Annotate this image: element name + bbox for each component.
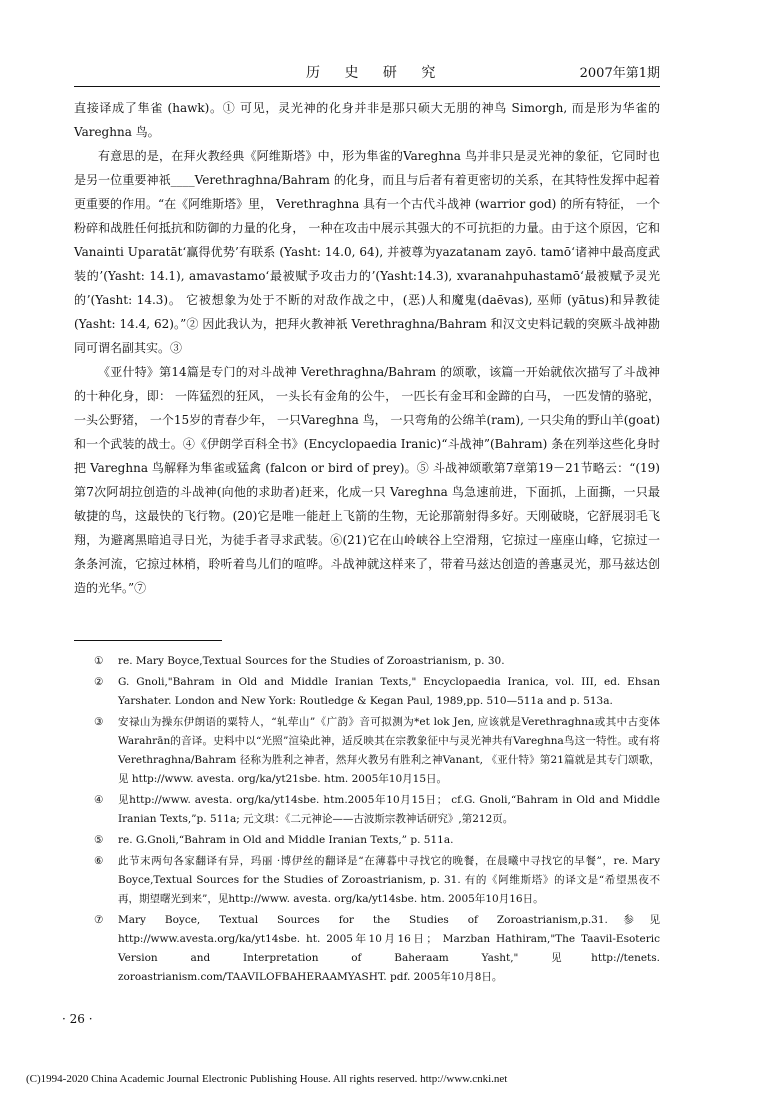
footnote-text: re. Mary Boyce,Textual Sources for the Studies of Zoroastrianism, p. 30.: [118, 655, 505, 667]
issue-label: 2007年第1期: [579, 66, 660, 81]
footnote-mark: ④: [94, 794, 104, 806]
paragraph: 直接译成了隼雀 (hawk)。① 可见，灵光神的化身并非是那只硕大无朋的神鸟 Simorgh, 而是形为华雀的Vareghna 鸟。: [74, 101, 660, 139]
paragraph: 有意思的是，在拜火教经典《阿维斯塔》中，形为隼雀的Vareghna 鸟并非只是灵光神的象征，它同时也是另一位重要神祇____Verethraghna/Bahram 的化身，而且与后者有着更密切的关系，在其特性发挥中起着更重要的作用。“在《阿维斯塔》里， Verethraghna 具有一个古代斗战神 (warrior god) 的所有特征， 一个粉碎和战胜任何抵抗和防御的力量的化身， 一种在攻击中展示其强大的不可抗拒的力量。由于这个原因，它和 Vanainti Uparatāt‘赢得优势’有联系 (Yasht: 14.0, 64), 并被尊为yazatanam zayō. tamō‘诸神中最高度武装的’(Yasht: 14.1), amavastamo‘最被赋予攻击力的’(Yasht:14.3), xvaranahpuhastamō‘最被赋予灵光的’(Yasht: 14.3)。 它被想象为处于不断的对敌作战之中，(恶)人和魔鬼(daēvas), 巫师 (yātus)和异教徒 (Yasht: 14.4, 62)。”② 因此我认为，把拜火教神祇 Verethraghna/Bahram 和汉文史料记载的突厥斗战神勘同可谓名副其实。③: [74, 149, 660, 355]
footnote-separator: [74, 640, 222, 641]
footnote-mark: ⑤: [94, 834, 104, 846]
footnote: [94, 911, 660, 987]
footnote-text: 此节末两句各家翻译有异，玛丽 ·博伊丝的翻译是“在薄暮中寻找它的晚餐，在晨曦中寻找它的早餐”，re. Mary Boyce,Textual Sources for the Studies of Zoroastrianism, p. 31. 有的《阿维斯塔》的译文是“希望黑夜不再，期望曙光到来”，见http://www. avesta. org/ka/yt14sbe. htm. 2005年10月16日。: [118, 855, 660, 905]
footnote-mark: ⑥: [94, 855, 104, 867]
paragraph: 《亚什特》第14篇是专门的对斗战神 Verethraghna/Bahram 的颂歌，该篇一开始就依次描写了斗战神的十种化身，即： 一阵猛烈的狂风， 一头长有金角的公牛， 一匹长有金耳和金蹄的白马， 一匹发情的骆驼， 一头公野猪， 一个15岁的青春少年， 一只Vareghna 鸟， 一只弯角的公绵羊(ram), 一只尖角的野山羊(goat) 和一个武装的战士。④《伊朗学百科全书》(Encyclopaedia Iranic)“斗战神”(Bahram) 条在列举这些化身时把 Vareghna 鸟解释为隼雀或猛禽 (falcon or bird of prey)。⑤ 斗战神颂歌第7章第19－21节略云：“(19)第7次阿胡拉创造的斗战神(向他的求助者)赶来，化成一只 Vareghna 鸟急速前进，下面抓，上面撕，一只最敏捷的鸟，这最快的飞行物。(20)它是唯一能赶上飞箭的生物，无论那箭射得多好。天刚破晓，它舒展羽毛飞翔，为避离黑暗追寻日光，为徒手者寻求武装。⑥(21)它在山岭峡谷上空滑翔，它掠过一座座山峰，它掠过一条条河流，它掠过林梢，聆听着鸟儿们的喧哗。斗战神就这样来了，带着马兹达创造的善惠灵光，那马兹达创造的光华。”⑦: [74, 365, 660, 595]
footnote: [94, 791, 660, 829]
footnote-mark: ①: [94, 655, 104, 667]
footnote: [94, 831, 660, 850]
footnote-text: re. G.Gnoli,“Bahram in Old and Middle Iranian Texts,” p. 511a.: [118, 834, 454, 846]
footnote: [94, 713, 660, 789]
copyright-line: (C)1994-2020 China Academic Journal Electronic Publishing House. All rights reserved. http://www.cnki.net: [26, 1073, 508, 1085]
running-header: [74, 62, 660, 86]
body-text: [74, 96, 660, 600]
footnote-text: Mary Boyce, Textual Sources for the Studies of Zoroastrianism,p.31.参见http://www.avesta.org/ka/yt14sbe. ht. 2005年10月16日； Marzban Hathiram,"The Taavil-Esoteric Version and Interpretation of Baheraam Yasht," 见http://tenets. zoroastrianism.com/TAAVILOFBAHERAAMYASHT. pdf. 2005年10月8日。: [118, 914, 660, 983]
footnote-mark: ⑦: [94, 914, 104, 926]
journal-title: 历 史 研 究: [306, 65, 446, 81]
footnote: [94, 852, 660, 909]
footnote-text: 安禄山为操东伊朗语的粟特人，“轧荦山”《广韵》音可拟测为*et lok Jen, 应该就是Verethraghna或其中古变体 Warahrān的音译。史料中以“光照”渲染此神，适反映其在宗教象征中与灵光神共有Vareghna鸟这一特性。或有将 Verethraghna/Bahram 径称为胜利之神者，然拜火教另有胜利之神Vanant, 《亚什特》第21篇就是其专门颂歌，见 http://www. avesta. org/ka/yt21sbe. htm. 2005年10月15日。: [118, 716, 660, 785]
footnotes: [94, 652, 660, 989]
footnote-mark: ③: [94, 716, 104, 728]
header-rule: [74, 86, 660, 87]
footnote: [94, 673, 660, 711]
footnote-mark: ②: [94, 676, 104, 688]
footnote-text: 见http://www. avesta. org/ka/yt14sbe. htm.2005年10月15日； cf.G. Gnoli,“Bahram in Old and Middle Iranian Texts,”p. 511a; 元文琪：《二元神论——古波斯宗教神话研究》,第212页。: [118, 794, 660, 825]
page-number: · 26 ·: [62, 1012, 93, 1026]
footnote-text: G. Gnoli,"Bahram in Old and Middle Iranian Texts," Encyclopaedia Iranica, vol. III, ed. Ehsan Yarshater. London and New York: Routledge & Kegan Paul, 1989,pp. 510—511a and p. 513a.: [118, 676, 660, 707]
footnote: [94, 652, 660, 671]
